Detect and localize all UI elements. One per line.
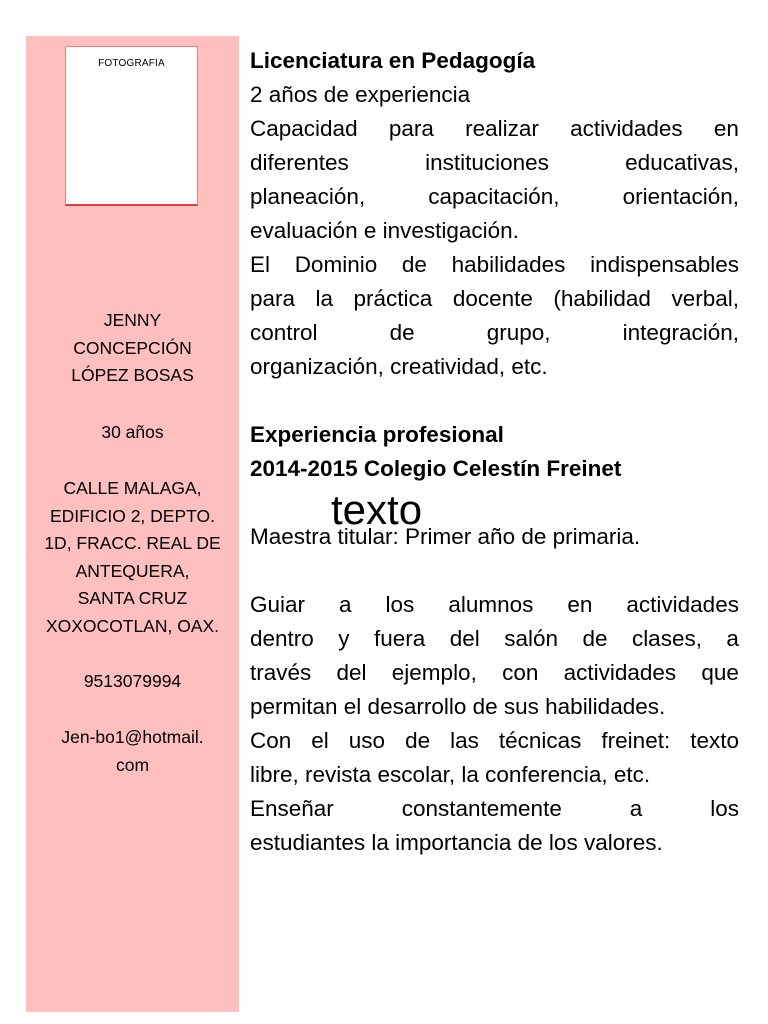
word: los	[385, 592, 415, 617]
address-line: 1D, FRACC. REAL DE	[44, 533, 221, 553]
word: para	[388, 116, 434, 141]
word: técnicas	[498, 728, 582, 753]
candidate-name	[26, 307, 239, 390]
paragraph-last-line: organización, creatividad, etc.	[250, 354, 548, 379]
word: práctica	[353, 286, 433, 311]
sidebar	[26, 36, 239, 1012]
photo-label: FOTOGRAFIA	[98, 58, 165, 69]
word: capacitación,	[428, 184, 560, 209]
word: actividades	[563, 660, 677, 685]
word: dentro	[250, 626, 314, 651]
word: instituciones	[425, 150, 549, 175]
degree-heading: Licenciatura en Pedagogía	[250, 48, 536, 73]
age-text: 30 años	[101, 422, 164, 442]
word: uso	[348, 728, 386, 753]
word: salón	[504, 626, 558, 651]
word: con	[502, 660, 539, 685]
name-line: CONCEPCIÓN	[73, 337, 192, 358]
word: en	[713, 116, 739, 141]
candidate-address	[26, 475, 239, 640]
overlay-text: texto	[331, 486, 423, 533]
word: que	[701, 660, 739, 685]
word: el	[311, 728, 329, 753]
word: integración,	[622, 320, 739, 345]
justified-line	[250, 180, 739, 214]
word: freinet:	[601, 728, 671, 753]
word: de	[401, 252, 427, 277]
word: realizar	[465, 116, 539, 141]
paragraph-last-line: estudiantes la importancia de los valores.	[250, 830, 663, 855]
candidate-phone	[26, 668, 239, 696]
word: alumnos	[448, 592, 534, 617]
word: fuera	[373, 626, 426, 651]
word: educativas,	[625, 150, 739, 175]
word: control	[250, 320, 318, 345]
word: El	[250, 252, 271, 277]
word: planeación,	[250, 184, 366, 209]
word: las	[450, 728, 479, 753]
justified-line	[250, 588, 739, 622]
address-line: XOXOCOTLAN, OAX.	[45, 615, 220, 636]
word: constantemente	[401, 796, 562, 821]
address-line: EDIFICIO 2, DEPTO.	[50, 505, 215, 526]
word: actividades	[570, 116, 683, 141]
word: y	[338, 626, 350, 651]
address-line: SANTA CRUZ	[77, 588, 188, 608]
word: través	[250, 660, 312, 685]
word: (habilidad	[553, 286, 651, 311]
word: Enseñar	[250, 796, 334, 821]
word: diferentes	[250, 150, 349, 175]
word: Dominio	[294, 252, 378, 277]
word: del	[336, 660, 367, 685]
address-line: ANTEQUERA,	[75, 560, 190, 581]
paragraph-last-line: libre, revista escolar, la conferencia, etc.	[250, 762, 651, 787]
word: a	[339, 592, 352, 617]
word: grupo,	[486, 320, 551, 345]
name-line: JENNY	[103, 310, 162, 330]
justified-line	[250, 112, 739, 146]
word: de	[389, 320, 415, 345]
address-line: CALLE MALAGA,	[63, 478, 202, 498]
main-content	[250, 44, 739, 860]
word: orientación,	[622, 184, 739, 209]
experience-years: 2 años de experiencia	[250, 82, 471, 107]
word: clases,	[631, 626, 702, 651]
paragraph-last-line: permitan el desarrollo de sus habilidades.	[250, 694, 666, 719]
word: docente	[452, 286, 533, 311]
word: Capacidad	[250, 116, 358, 141]
word: los	[710, 796, 739, 821]
word: indispensables	[590, 252, 739, 277]
photo-placeholder	[65, 46, 198, 206]
experience-heading: Experiencia profesional	[250, 422, 504, 447]
word: a	[726, 626, 739, 651]
candidate-age	[26, 419, 239, 447]
word: actividades	[626, 592, 739, 617]
word: Con	[250, 728, 292, 753]
justified-line	[250, 316, 739, 350]
paragraph-last-line: evaluación e investigación.	[250, 218, 519, 243]
candidate-email	[26, 724, 239, 779]
email-line: com	[115, 754, 150, 775]
email-line: Jen-bo1@hotmail.	[61, 727, 204, 747]
word: la	[315, 286, 334, 311]
word: habilidades	[451, 252, 566, 277]
word: Guiar	[250, 592, 306, 617]
word: texto	[690, 728, 739, 753]
job-role: Maestra titular: Primer año de primaria.	[250, 524, 641, 549]
justified-line	[250, 146, 739, 180]
word: ejemplo,	[391, 660, 477, 685]
word: del	[449, 626, 480, 651]
word: a	[629, 796, 643, 821]
word: de	[582, 626, 608, 651]
job-line: 2014-2015 Colegio Celestín Freinet	[250, 456, 622, 481]
justified-line	[250, 282, 739, 316]
name-line: LÓPEZ BOSAS	[71, 365, 194, 385]
word: de	[405, 728, 431, 753]
phone-text: 9513079994	[83, 671, 182, 691]
justified-line	[250, 656, 739, 690]
word: para	[250, 286, 296, 311]
word: en	[567, 592, 593, 617]
justified-line	[250, 724, 739, 758]
word: verbal,	[671, 286, 739, 311]
justified-line	[250, 792, 739, 826]
justified-line	[250, 248, 739, 282]
justified-line	[250, 622, 739, 656]
